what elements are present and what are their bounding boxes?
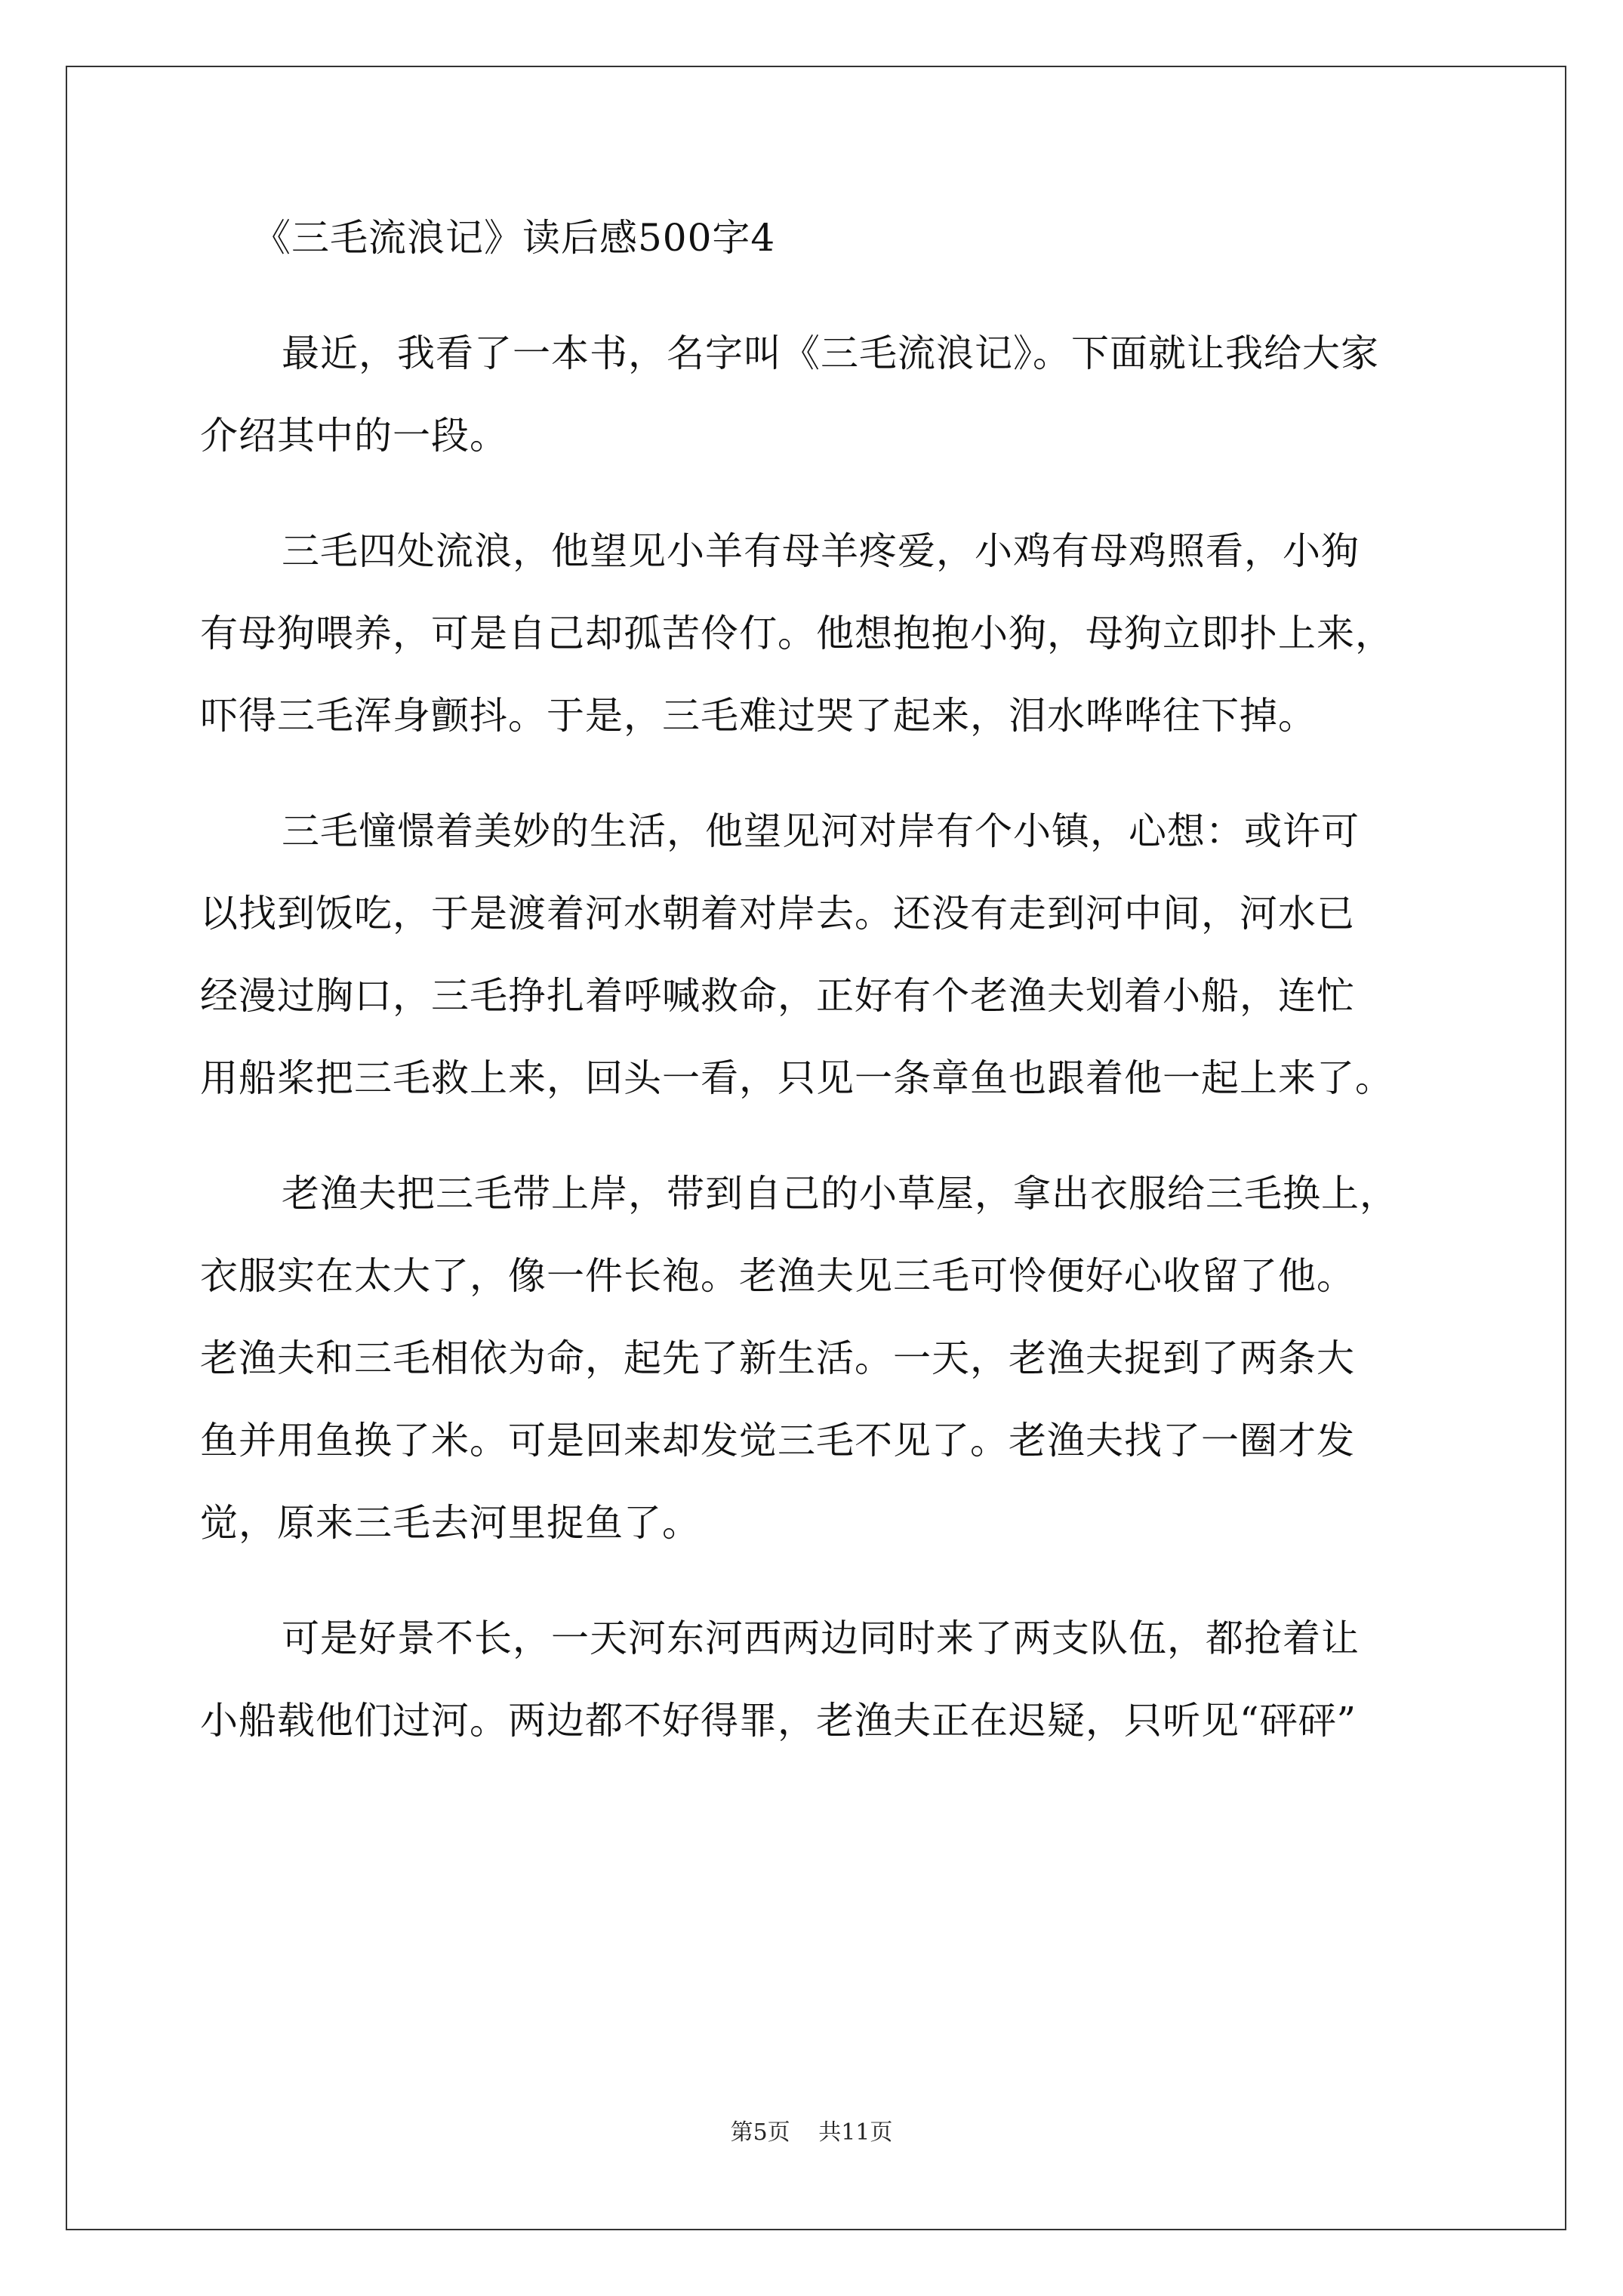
paragraph-2-line-3: 吓得三毛浑身颤抖。于是，三毛难过哭了起来，泪水哗哗往下掉。: [200, 694, 1317, 738]
paragraph-2-line-1: 三毛四处流浪，他望见小羊有母羊疼爱，小鸡有母鸡照看，小狗: [282, 529, 1360, 573]
page-footer: [0, 2118, 1623, 2148]
paragraph-1-line-1: 最近，我看了一本书，名字叫《三毛流浪记》。下面就让我给大家: [282, 331, 1379, 375]
paragraph-2-line-2: 有母狗喂养，可是自己却孤苦伶仃。他想抱抱小狗，母狗立即扑上来，: [200, 612, 1394, 655]
paragraph-3-line-3: 经漫过胸口，三毛挣扎着呼喊救命，正好有个老渔夫划着小船，连忙: [200, 974, 1355, 1018]
paragraph-3-line-1: 三毛憧憬着美妙的生活，他望见河对岸有个小镇，心想：或许可: [282, 809, 1360, 853]
paragraph-4-line-3: 老渔夫和三毛相依为命，起先了新生活。一天，老渔夫捉到了两条大: [200, 1336, 1355, 1380]
paragraph-4-line-1: 老渔夫把三毛带上岸，带到自己的小草屋，拿出衣服给三毛换上，: [282, 1172, 1398, 1216]
paragraph-4-line-4: 鱼并用鱼换了米。可是回来却发觉三毛不见了。老渔夫找了一圈才发: [200, 1419, 1355, 1462]
paragraph-3-line-2: 以找到饭吃，于是渡着河水朝着对岸去。还没有走到河中间，河水已: [200, 892, 1355, 935]
paragraph-4-line-5: 觉，原来三毛去河里捉鱼了。: [200, 1501, 701, 1545]
paragraph-5-line-2: 小船载他们过河。两边都不好得罪，老渔夫正在迟疑，只听见“砰砰”: [200, 1699, 1357, 1743]
paragraph-1-line-2: 介绍其中的一段。: [200, 414, 508, 458]
document-title: 《三毛流浪记》读后感500字4: [253, 216, 776, 260]
paragraph-4-line-2: 衣服实在太大了，像一件长袍。老渔夫见三毛可怜便好心收留了他。: [200, 1254, 1355, 1298]
page-total: 共11页: [818, 2119, 893, 2146]
page-number: 第5页: [730, 2119, 790, 2146]
paragraph-5-line-1: 可是好景不长，一天河东河西两边同时来了两支队伍，都抢着让: [282, 1616, 1360, 1660]
paragraph-3-line-4: 用船桨把三毛救上来，回头一看，只见一条章鱼也跟着他一起上来了。: [200, 1056, 1394, 1100]
page-border: [66, 66, 1566, 2230]
